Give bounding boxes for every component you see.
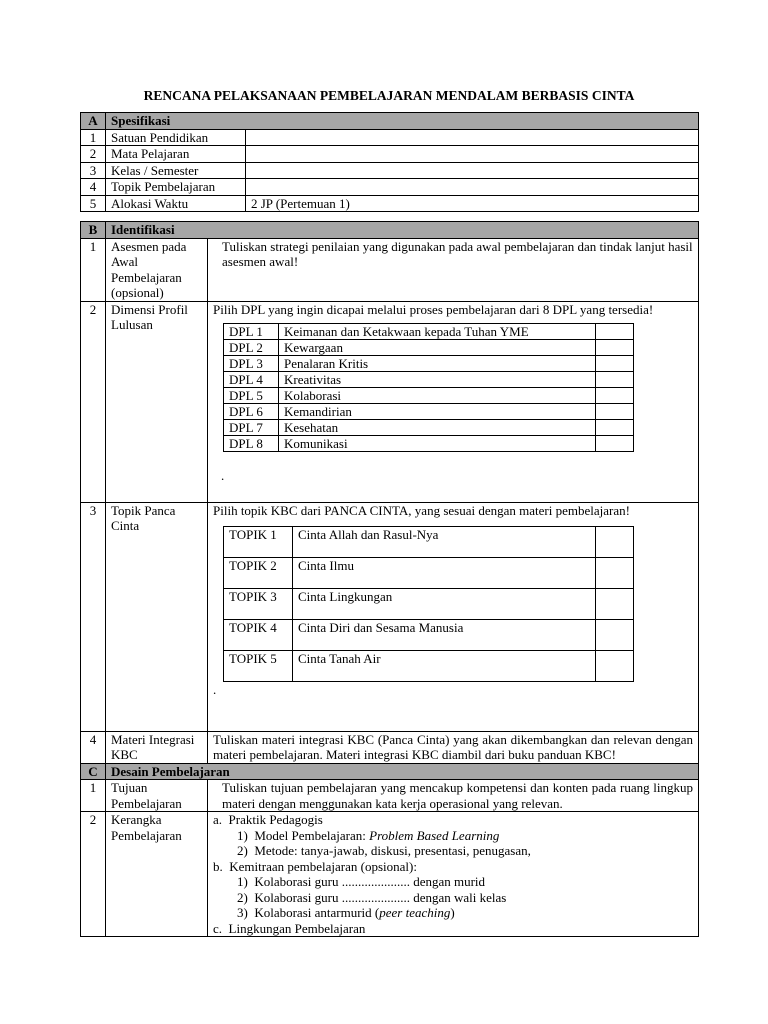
row-content: Tuliskan strategi penilaian yang digunakan pada awal pembelajaran dan tindak lanjut hasil asesmen awal!	[208, 238, 699, 301]
dpl-table	[223, 323, 634, 452]
row-label: Topik Panca Cinta	[106, 502, 208, 731]
row-label: Materi Integrasi KBC	[106, 731, 208, 763]
dpl-code: DPL 4	[224, 372, 279, 388]
table-row	[81, 301, 699, 502]
topic-check-cell[interactable]	[596, 527, 634, 558]
row-value[interactable]	[246, 162, 699, 179]
row-label: Tujuan Pembelajaran	[106, 780, 208, 812]
table-row	[81, 238, 699, 301]
section-heading: Spesifikasi	[106, 113, 699, 130]
row-number: 2	[81, 812, 106, 937]
dpl-code: DPL 8	[224, 436, 279, 452]
dpl-check-cell[interactable]	[596, 388, 634, 404]
trailing-dot: .	[221, 468, 225, 483]
section-letter: A	[81, 113, 106, 130]
dpl-code: DPL 2	[224, 340, 279, 356]
topic-instruction: Pilih topik KBC dari PANCA CINTA, yang sesuai dengan materi pembelajaran!	[213, 502, 630, 518]
topic-check-cell[interactable]	[596, 589, 634, 620]
table-row	[81, 731, 699, 763]
topic-code: TOPIK 4	[224, 620, 293, 651]
dpl-check-cell[interactable]	[596, 372, 634, 388]
dpl-row	[224, 404, 634, 420]
topic-row	[224, 589, 634, 620]
list-item: 2) Metode: tanya-jawab, diskusi, presentasi, penugasan,	[237, 843, 531, 858]
row-content	[208, 812, 699, 937]
dpl-code: DPL 6	[224, 404, 279, 420]
table-row	[81, 502, 699, 731]
dpl-row	[224, 436, 634, 452]
row-number: 2	[81, 146, 106, 163]
row-value[interactable]	[246, 129, 699, 146]
topic-code: TOPIK 5	[224, 651, 293, 682]
row-number: 1	[81, 129, 106, 146]
row-label: Mata Pelajaran	[106, 146, 246, 163]
section-bc-table	[80, 221, 699, 937]
section-b-header	[81, 222, 699, 239]
list-item-text: 1) Model Pembelajaran:	[237, 827, 370, 843]
list-item: 2) Kolaborasi guru ..................... dengan wali kelas	[237, 889, 507, 905]
dpl-name: Kemandirian	[279, 404, 596, 420]
table-row	[81, 146, 699, 163]
list-item-emphasis: Problem Based Learning	[369, 827, 500, 843]
dpl-name: Kreativitas	[279, 372, 596, 388]
topic-check-cell[interactable]	[596, 620, 634, 651]
row-value[interactable]	[246, 146, 699, 163]
dpl-name: Keimanan dan Ketakwaan kepada Tuhan YME	[279, 324, 596, 340]
dpl-name: Penalaran Kritis	[279, 356, 596, 372]
dpl-check-cell[interactable]	[596, 404, 634, 420]
topic-name: Cinta Tanah Air	[293, 651, 596, 682]
table-row	[81, 780, 699, 812]
row-label: Alokasi Waktu	[106, 195, 246, 212]
row-label: Dimensi Profil Lulusan	[106, 301, 208, 502]
row-value[interactable]	[246, 179, 699, 196]
topic-name: Cinta Lingkungan	[293, 589, 596, 620]
row-label: Asesmen pada Awal Pembelajaran (opsional)	[106, 238, 208, 301]
table-row	[81, 195, 699, 212]
topic-row	[224, 558, 634, 589]
topic-row	[224, 527, 634, 558]
section-a-table	[80, 112, 699, 212]
topic-check-cell[interactable]	[596, 558, 634, 589]
list-item: a. Praktik Pedagogis	[213, 812, 323, 827]
dpl-name: Kolaborasi	[279, 388, 596, 404]
row-number: 4	[81, 179, 106, 196]
list-item	[213, 905, 693, 921]
dpl-check-cell[interactable]	[596, 420, 634, 436]
dpl-row	[224, 324, 634, 340]
row-number: 4	[81, 731, 106, 763]
row-number: 1	[81, 780, 106, 812]
row-number: 2	[81, 301, 106, 502]
topic-name: Cinta Ilmu	[293, 558, 596, 589]
row-label: Kerangka Pembelajaran	[106, 812, 208, 937]
dpl-code: DPL 5	[224, 388, 279, 404]
dpl-instruction: Pilih DPL yang ingin dicapai melalui proses pembelajaran dari 8 DPL yang tersedia!	[213, 301, 654, 317]
row-value[interactable]: 2 JP (Pertemuan 1)	[246, 195, 699, 212]
dpl-row	[224, 356, 634, 372]
document-title: RENCANA PELAKSANAAN PEMBELAJARAN MENDALAM BERBASIS CINTA	[143, 88, 635, 103]
dpl-row	[224, 388, 634, 404]
table-row	[81, 179, 699, 196]
list-item	[213, 828, 693, 844]
row-content	[208, 502, 699, 731]
dpl-code: DPL 3	[224, 356, 279, 372]
topic-code: TOPIK 3	[224, 589, 293, 620]
list-item-text: 3) Kolaborasi antarmurid (	[237, 905, 380, 920]
dpl-check-cell[interactable]	[596, 436, 634, 452]
topic-code: TOPIK 1	[224, 527, 293, 558]
dpl-row	[224, 340, 634, 356]
row-number: 5	[81, 195, 106, 212]
row-label: Satuan Pendidikan	[106, 129, 246, 146]
row-content	[208, 301, 699, 502]
row-number: 3	[81, 502, 106, 731]
section-a-header	[81, 113, 699, 130]
dpl-name: Komunikasi	[279, 436, 596, 452]
framework-list	[213, 812, 693, 936]
topic-row	[224, 651, 634, 682]
table-row	[81, 812, 699, 937]
list-item-text: )	[450, 905, 455, 920]
topic-name: Cinta Diri dan Sesama Manusia	[293, 620, 596, 651]
topic-code: TOPIK 2	[224, 558, 293, 589]
section-letter: B	[81, 222, 106, 239]
table-row	[81, 129, 699, 146]
row-content: Tuliskan tujuan pembelajaran yang mencakup kompetensi dan konten pada ruang lingkup materi dengan menggunakan kata kerja operasional yang relevan.	[208, 780, 699, 812]
row-content: Tuliskan materi integrasi KBC (Panca Cinta) yang akan dikembangkan dan relevan dengan materi pembelajaran. Materi integrasi KBC diambil dari buku panduan KBC!	[208, 731, 699, 763]
dpl-name: Kesehatan	[279, 420, 596, 436]
dpl-code: DPL 1	[224, 324, 279, 340]
topic-row	[224, 620, 634, 651]
table-row	[81, 162, 699, 179]
trailing-dot: .	[213, 682, 217, 697]
dpl-code: DPL 7	[224, 420, 279, 436]
section-heading: Desain Pembelajaran	[106, 763, 699, 780]
list-item-emphasis: peer teaching	[379, 905, 451, 920]
dpl-name: Kewargaan	[279, 340, 596, 356]
row-label: Kelas / Semester	[106, 162, 246, 179]
list-item: 1) Kolaborasi guru ..................... dengan murid	[237, 874, 486, 889]
section-c-header	[81, 763, 699, 780]
row-number: 3	[81, 162, 106, 179]
topic-table	[223, 526, 634, 682]
row-number: 1	[81, 238, 106, 301]
dpl-check-cell[interactable]	[596, 356, 634, 372]
topic-name: Cinta Allah dan Rasul-Nya	[293, 527, 596, 558]
section-letter: C	[81, 763, 106, 780]
dpl-check-cell[interactable]	[596, 324, 634, 340]
list-item: b. Kemitraan pembelajaran (opsional):	[213, 858, 417, 874]
row-label: Topik Pembelajaran	[106, 179, 246, 196]
section-heading: Identifikasi	[106, 222, 699, 239]
topic-check-cell[interactable]	[596, 651, 634, 682]
dpl-row	[224, 372, 634, 388]
list-item: c. Lingkungan Pembelajaran	[213, 920, 366, 936]
dpl-check-cell[interactable]	[596, 340, 634, 356]
dpl-row	[224, 420, 634, 436]
